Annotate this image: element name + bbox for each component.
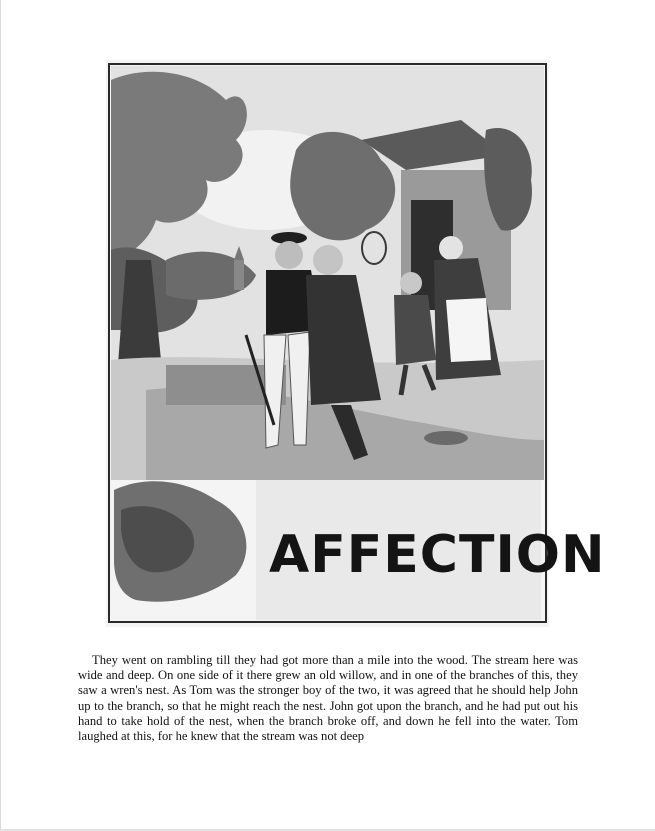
page-left-edge bbox=[0, 0, 1, 831]
hat-on-ground bbox=[424, 431, 468, 445]
church-tower bbox=[234, 260, 244, 290]
illustration-svg bbox=[106, 60, 606, 627]
illustration-title: AFFECTION bbox=[269, 525, 606, 585]
body-paragraph: They went on rambling till they had got more than a mile into the wood. The stream here was wide and deep. On one side of it there grew an old willow, and in one of the branches of this, they saw a wren's nest. As Tom was the stronger boy of the two, it was agreed that he should help John up to the branch, so that he might reach the nest. John got upon the branch, and he had put out his hand to take hold of the nest, when the branch broke off, and down he fell into the water. Tom laughed at this, for he knew that the stream was not deep bbox=[78, 653, 578, 744]
lithograph-illustration bbox=[106, 60, 606, 627]
